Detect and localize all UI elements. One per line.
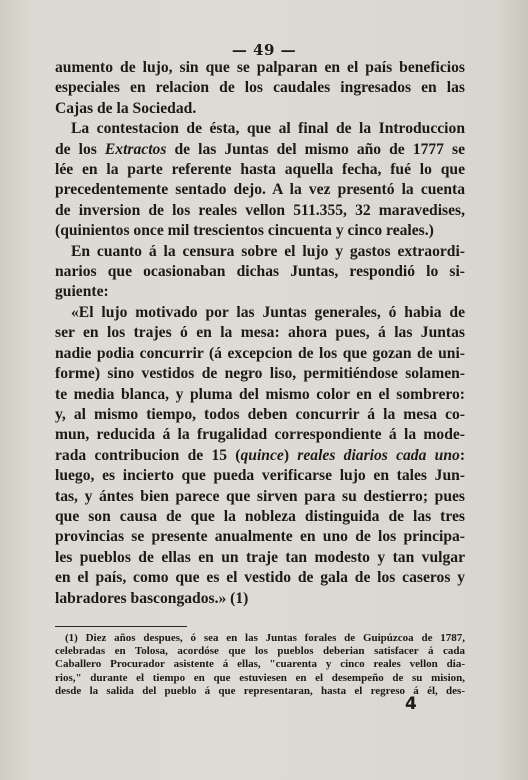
paragraph — [55, 58, 465, 119]
footnote-line: desde la salida del pueblo á que representaran, hasta el regreso á él, des- — [55, 684, 465, 697]
text-line: nadie podia concurrir (á excepcion de los que gozan de uni- — [55, 344, 465, 362]
text-line: tas, y ántes bien parece que sirven para su destierro; pues — [55, 487, 465, 505]
text-line: precedentemente sentado dejo. A la vez presentó la cuenta — [55, 181, 465, 199]
main-text — [55, 58, 465, 609]
text-line: que son causa de que la nobleza distinguida de las tres — [55, 507, 465, 525]
text-line: y, al mismo tiempo, todos deben concurrir á la mesa co- — [55, 405, 465, 423]
text-line: (quinientos once mil trescientos cincuenta y cinco reales.) — [55, 222, 434, 240]
text-line: La contestacion de ésta, que al final de la Introduccion — [71, 120, 465, 138]
text-line: rada contribucion de 15 (quince) reales diarios cada uno: — [55, 446, 466, 464]
footnote-divider — [55, 626, 187, 627]
text-line: te media blanca, y pluma del mismo color en el sombrero: — [55, 385, 465, 403]
text-line: aumento de lujo, sin que se palparan en el país beneficios — [55, 59, 465, 76]
text-line: de inversion de los reales vellon 511.355, 32 maravedises, — [55, 201, 465, 219]
footnote-line: rios," durante el tiempo en que estuviesen en el desempeño de su mision, — [55, 671, 465, 684]
text-line: de los Extractos de las Juntas del mismo año de 1777 se — [55, 140, 466, 158]
text-line: mun, reducida á la frugalidad correspondiente á la mode- — [55, 426, 465, 444]
text-line: guiente: — [55, 283, 109, 301]
text-line: lée en la parte referente hasta aquella fecha, fué lo que — [55, 161, 465, 179]
text-line: Cajas de la Sociedad. — [55, 99, 197, 117]
text-line: provincias se presente anualmente en uno de los principa- — [55, 528, 465, 546]
paragraph — [55, 242, 465, 303]
text-line: forme) sino vestidos de negro liso, permitiéndose solamen- — [55, 365, 465, 383]
text-line: narios que ocasionaban dichas Juntas, respondió lo si- — [55, 263, 465, 281]
text-line: labradores bascongados.» (1) — [55, 589, 249, 607]
footnote-line: celebradas en Tolosa, acordóse que los pueblos deberian satisfacer á cada — [55, 645, 465, 658]
page-number: — 49 — — [231, 41, 297, 59]
footnote-line: Caballero Procurador asistente á ellas, "cuarenta y cinco reales vellon dia- — [55, 658, 465, 671]
paragraph-quotation — [55, 303, 465, 609]
text-line: ser en los trajes ó en la mesa: ahora pues, á las Juntas — [55, 324, 465, 342]
text-line: luego, es incierto que pueda verificarse lujo en tales Jun- — [55, 467, 465, 485]
text-line: especiales en relacion de los caudales ingresados en las — [55, 79, 465, 97]
footnote — [55, 632, 465, 698]
text-line: En cuanto á la censura sobre el lujo y gastos extraordi- — [71, 242, 465, 260]
text-line: «El lujo motivado por las Juntas generales, ó habia de — [71, 303, 465, 321]
footnote-line: (1) Diez años despues, ó sea en las Juntas forales de Guipúzcoa de 1787, — [65, 632, 465, 644]
text-line: en el país, como que es el vestido de gala de los caseros y — [55, 569, 465, 587]
paragraph — [55, 119, 465, 241]
text-line: les pueblos de ellas en un traje tan modesto y tan vulgar — [55, 548, 465, 566]
signature-mark: 4 — [405, 694, 417, 714]
